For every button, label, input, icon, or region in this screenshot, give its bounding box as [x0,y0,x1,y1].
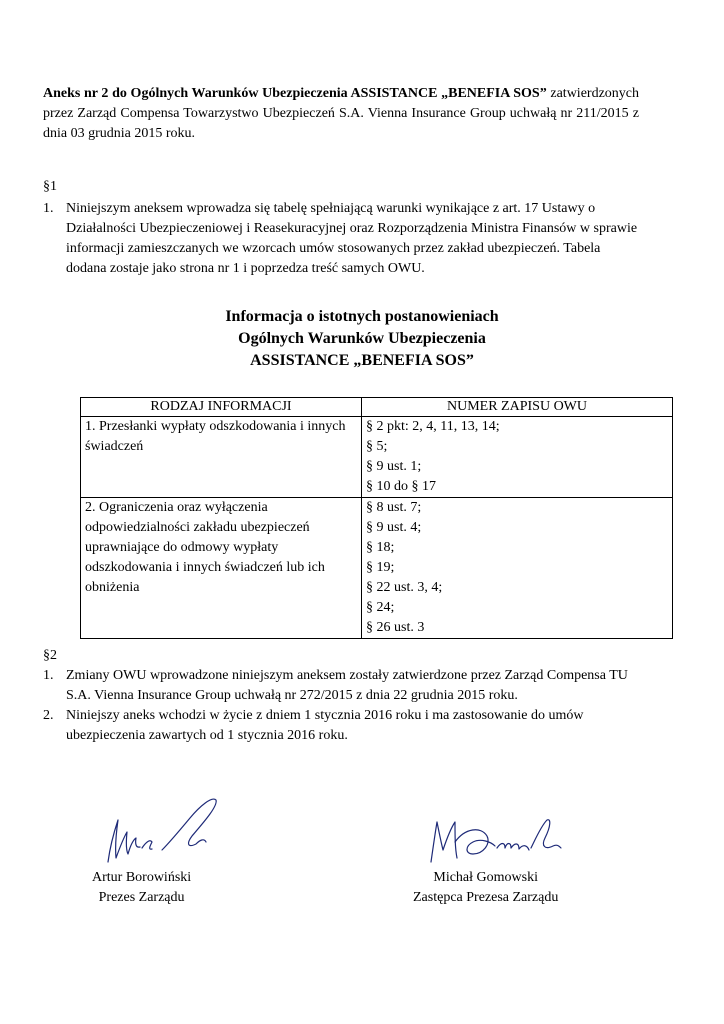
signature-gomowski-icon [425,812,565,867]
document-intro [43,84,639,144]
ref-line: § 26 ust. 3 [366,620,425,635]
list-item-number: 1. [43,668,54,683]
intro-text: zatwierdzonych przez Zarząd Compensa Towarzystwo Ubezpieczeń S.A. Vienna Insurance Group uchwałą nr 211/2015 z dnia 03 grudnia 2015 roku. [43,86,639,141]
list-item-text: Niniejszy aneks wchodzi w życie z dniem 1 stycznia 2016 roku i ma zastosowanie do umów ubezpieczenia zawartych od 1 stycznia 2016 roku. [66,708,584,743]
list-item [43,706,643,746]
ref-line: § 9 ust. 1; [366,459,422,474]
list-item-text: Niniejszym aneksem wprowadza się tabelę spełniającą warunki wynikające z art. 17 Ustawy o Działalności Ubezpieczeniowej i Reasekuracyjnej oraz Rozporządzenia Ministra Finansów w sprawie informacji zamieszczanych we wzorcach umów stosowanych przez zakład ubezpieczeń. Tabela dodana zostaje jako strona nr 1 i poprzedza treść samych OWU. [66,201,638,276]
list-item-number: 2. [43,708,54,723]
table-cell-refs [362,498,673,639]
signatory-name: Artur Borowiński [92,870,192,885]
table-header-row [81,398,673,417]
table-row [81,417,673,498]
section-2-list [43,666,643,746]
table-header-ref: NUMER ZAPISU OWU [362,398,673,417]
section-1-list [43,199,643,279]
ref-line: § 2 pkt: 2, 4, 11, 13, 14; [366,419,500,434]
table-heading-line-3: ASSISTANCE „BENEFIA SOS” [250,352,474,369]
list-item [43,199,643,279]
ref-line: § 19; [366,560,395,575]
list-item-text: Zmiany OWU wprowadzone niniejszym aneksem zostały zatwierdzone przez Zarząd Compensa TU S.A. Vienna Insurance Group uchwałą nr 272/2015 z dnia 22 grudnia 2015 roku. [66,668,628,703]
signature-block-right [413,868,558,908]
table-heading-line-2: Ogólnych Warunków Ubezpieczenia [238,330,486,347]
ref-line: § 9 ust. 4; [366,520,422,535]
document-title: Aneks nr 2 do Ogólnych Warunków Ubezpieczenia ASSISTANCE „BENEFIA SOS” [43,86,547,101]
ref-line: § 5; [366,439,388,454]
table-row [81,498,673,639]
table-cell-info: 2. Ograniczenia oraz wyłączenia odpowiedzialności zakładu ubezpieczeń uprawniające do odmowy wypłaty odszkodowania i innych świadczeń lub ich obniżenia [81,498,362,639]
section-2-label: §2 [43,648,57,663]
ref-line: § 24; [366,600,395,615]
ref-line: § 18; [366,540,395,555]
section-1-label: §1 [43,179,57,194]
list-item [43,666,643,706]
ref-line: § 8 ust. 7; [366,500,422,515]
signature-borowinski-icon [100,792,230,867]
table-header-info: RODZAJ INFORMACJI [81,398,362,417]
information-table [80,397,673,639]
table-heading-line-1: Informacja o istotnych postanowieniach [225,308,499,325]
list-item-number: 1. [43,201,54,216]
signatory-name: Michał Gomowski [433,870,538,885]
signatory-title: Zastępca Prezesa Zarządu [413,890,559,905]
signature-block-left [92,868,191,908]
table-cell-refs [362,417,673,498]
ref-line: § 10 do § 17 [366,479,436,494]
table-cell-info: 1. Przesłanki wypłaty odszkodowania i innych świadczeń [81,417,362,498]
ref-line: § 22 ust. 3, 4; [366,580,443,595]
signatory-title: Prezes Zarządu [98,890,185,905]
